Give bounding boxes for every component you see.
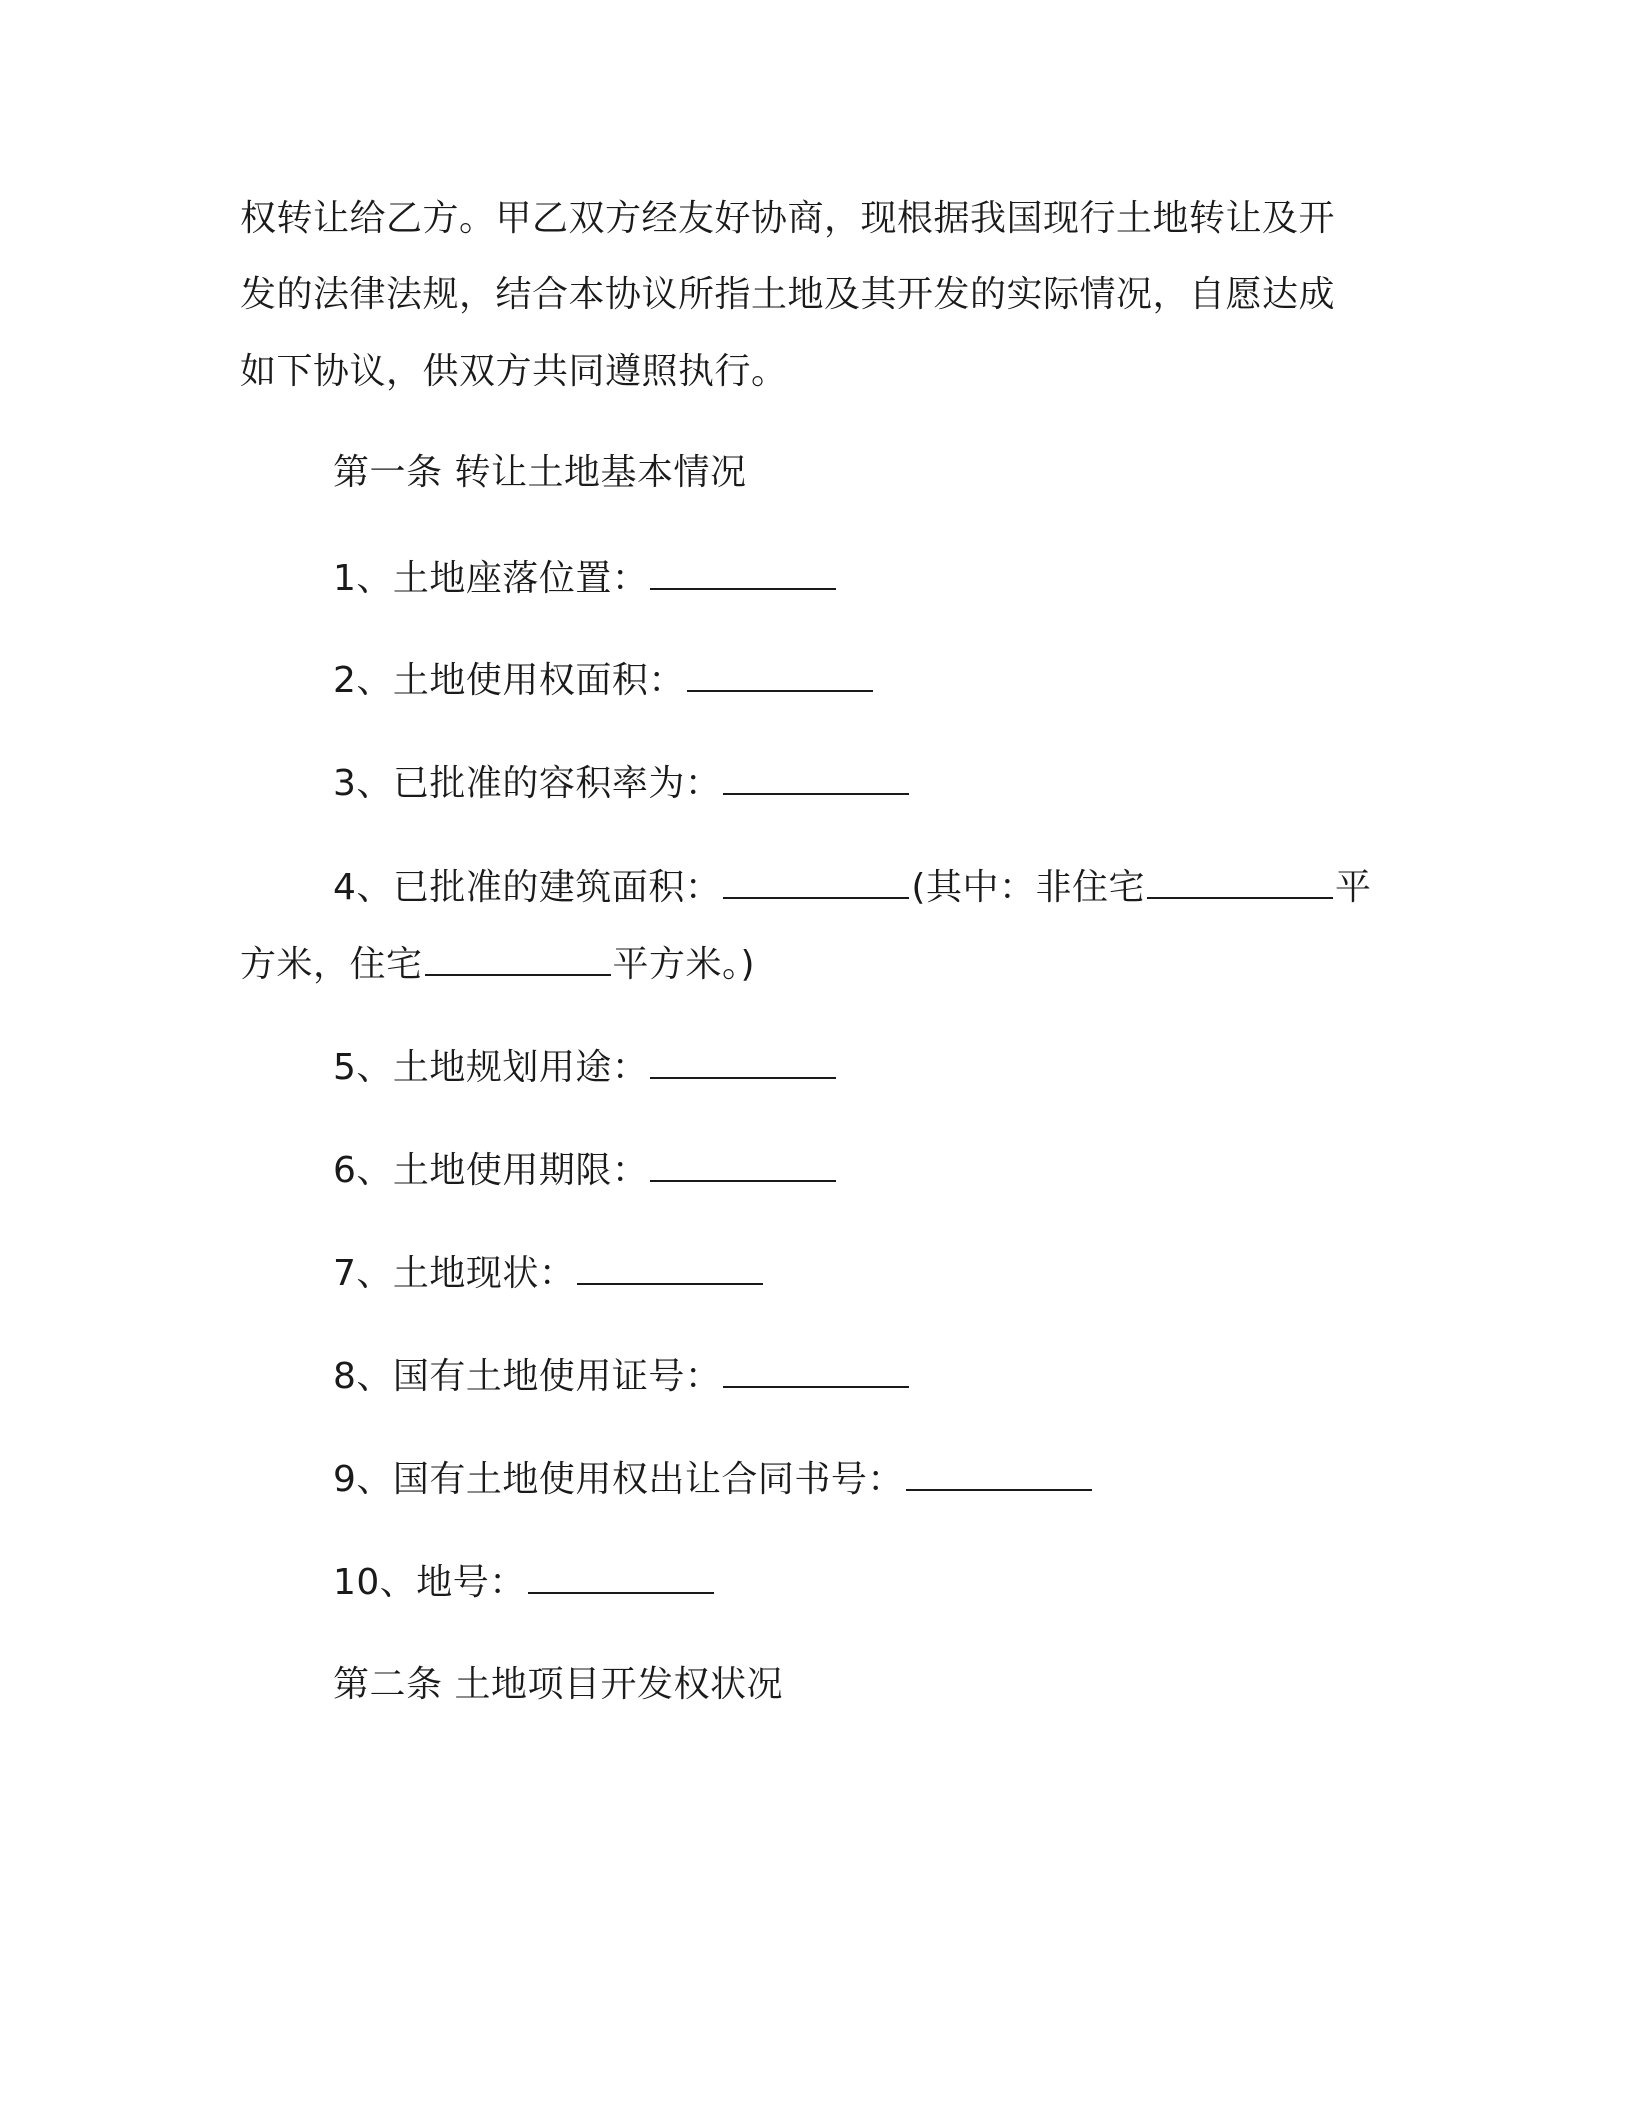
item-7-land-status — [333, 1252, 765, 1296]
item-6-use-term — [333, 1149, 838, 1193]
item-4-residential-label: 方米，住宅 — [240, 944, 423, 985]
item-10-label: 10、地号： — [333, 1562, 526, 1603]
item-8-certificate-number — [333, 1355, 911, 1399]
item-5-label: 5、土地规划用途： — [333, 1047, 649, 1088]
item-6-label: 6、土地使用期限： — [333, 1150, 649, 1191]
intro-line-3: 如下协议，供双方共同遵照执行。 — [240, 351, 788, 392]
item-4-continuation — [240, 943, 755, 987]
item-9-blank — [906, 1461, 1092, 1491]
item-10-lot-number — [333, 1561, 716, 1605]
item-1-blank — [650, 560, 836, 590]
item-1-label: 1、土地座落位置： — [333, 558, 649, 599]
item-1-land-location — [333, 557, 838, 601]
item-4-building-area — [333, 866, 1371, 910]
item-2-label: 2、土地使用权面积： — [333, 660, 685, 701]
item-7-label: 7、土地现状： — [333, 1253, 576, 1294]
article-2-heading: 第二条 土地项目开发权状况 — [333, 1664, 783, 1705]
item-7-blank — [577, 1255, 763, 1285]
item-4-blank-3 — [425, 946, 611, 976]
item-9-label: 9、国有土地使用权出让合同书号： — [333, 1459, 904, 1500]
item-10-blank — [528, 1564, 714, 1594]
intro-line-2: 发的法律法规，结合本协议所指土地及其开发的实际情况，自愿达成 — [240, 274, 1336, 315]
item-4-unit-start: 平 — [1334, 867, 1372, 908]
item-2-land-area — [333, 659, 875, 703]
item-3-blank — [723, 765, 909, 795]
item-4-blank-2 — [1147, 869, 1333, 899]
item-3-plot-ratio — [333, 762, 911, 806]
item-4-blank-1 — [723, 869, 909, 899]
item-3-label: 3、已批准的容积率为： — [333, 763, 722, 804]
item-2-blank — [687, 662, 873, 692]
item-8-blank — [723, 1358, 909, 1388]
article-1-heading: 第一条 转让土地基本情况 — [333, 452, 747, 493]
item-6-blank — [650, 1152, 836, 1182]
item-8-label: 8、国有土地使用证号： — [333, 1356, 722, 1397]
item-9-contract-number — [333, 1458, 1094, 1502]
item-4-unit-end: 平方米。) — [612, 944, 756, 985]
intro-line-1: 权转让给乙方。甲乙双方经友好协商，现根据我国现行土地转让及开 — [240, 198, 1336, 239]
item-4-non-residential-label: (其中：非住宅 — [911, 867, 1145, 908]
item-5-planned-use — [333, 1046, 838, 1090]
item-4-label: 4、已批准的建筑面积： — [333, 867, 722, 908]
item-5-blank — [650, 1049, 836, 1079]
